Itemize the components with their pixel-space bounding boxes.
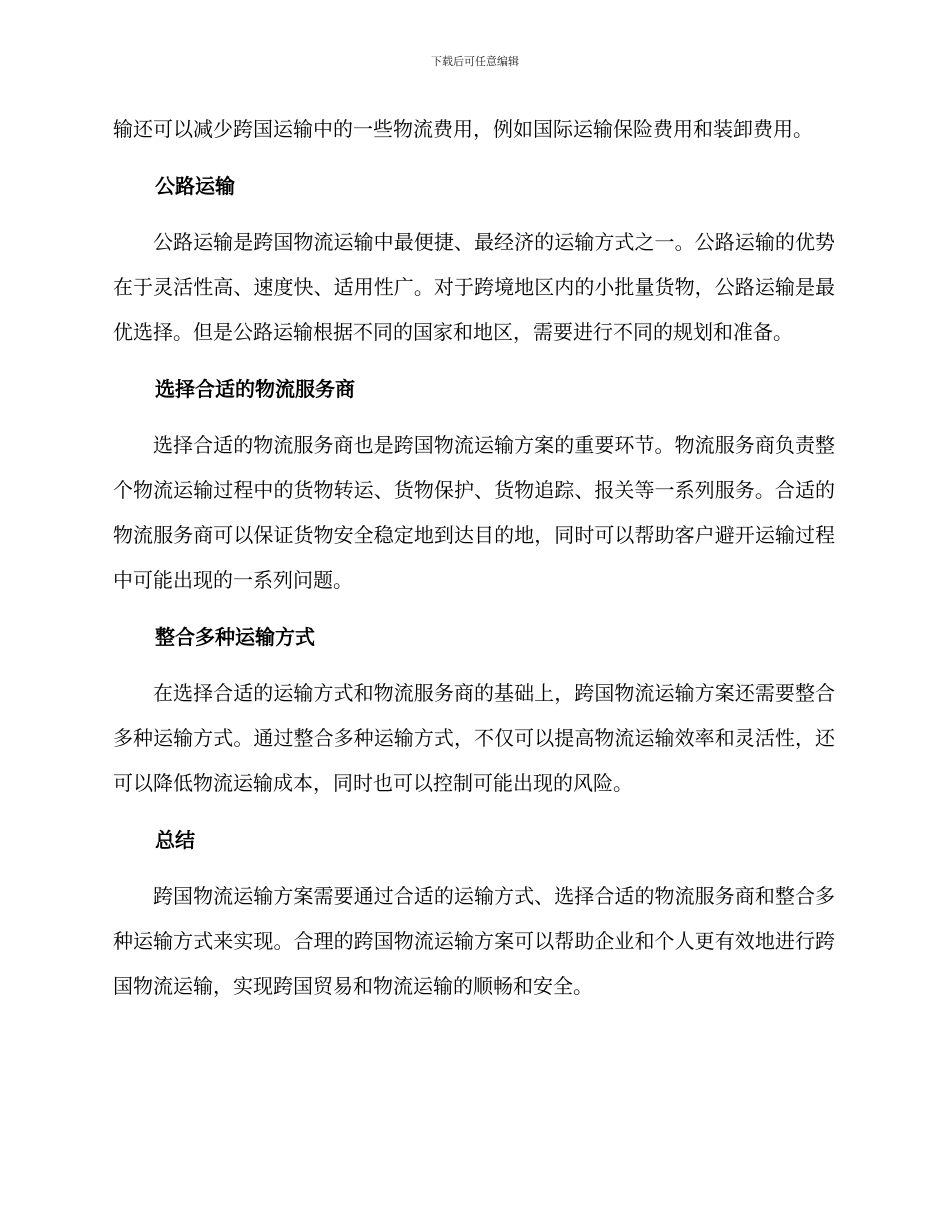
- section-paragraph-logistics-provider: 选择合适的物流服务商也是跨国物流运输方案的重要环节。物流服务商负责整个物流运输过程中的货物转运、货物保护、货物追踪、报关等一系列服务。合适的物流服务商可以保证货物安全稳定地到达目的地，同时可以帮助客户避开运输过程中可能出现的一系列问题。: [113, 433, 835, 592]
- document-body: [113, 107, 835, 1009]
- section-heading-logistics-provider: 选择合适的物流服务商: [155, 377, 355, 401]
- section-paragraph-summary: 跨国物流运输方案需要通过合适的运输方式、选择合适的物流服务商和整合多种运输方式来实现。合理的跨国物流运输方案可以帮助企业和个人更有效地进行跨国物流运输，实现跨国贸易和物流运输的顺畅和安全。: [113, 884, 835, 998]
- section-heading-road-transport: 公路运输: [155, 174, 235, 198]
- section-heading-summary: 总结: [155, 828, 195, 852]
- header-note: 下载后可任意编辑: [431, 55, 519, 68]
- section-heading-multimodal: 整合多种运输方式: [155, 625, 315, 649]
- section-paragraph-road-transport: 公路运输是跨国物流运输中最便捷、最经济的运输方式之一。公路运输的优势在于灵活性高、速度快、适用性广。对于跨境地区内的小批量货物，公路运输是最优选择。但是公路运输根据不同的国家和地区，需要进行不同的规划和准备。: [113, 230, 835, 344]
- section-paragraph-multimodal: 在选择合适的运输方式和物流服务商的基础上，跨国物流运输方案还需要整合多种运输方式。通过整合多种运输方式，不仅可以提高物流运输效率和灵活性，还可以降低物流运输成本，同时也可以控制可能出现的风险。: [113, 681, 835, 795]
- intro-paragraph: 输还可以减少跨国运输中的一些物流费用，例如国际运输保险费用和装卸费用。: [113, 117, 813, 141]
